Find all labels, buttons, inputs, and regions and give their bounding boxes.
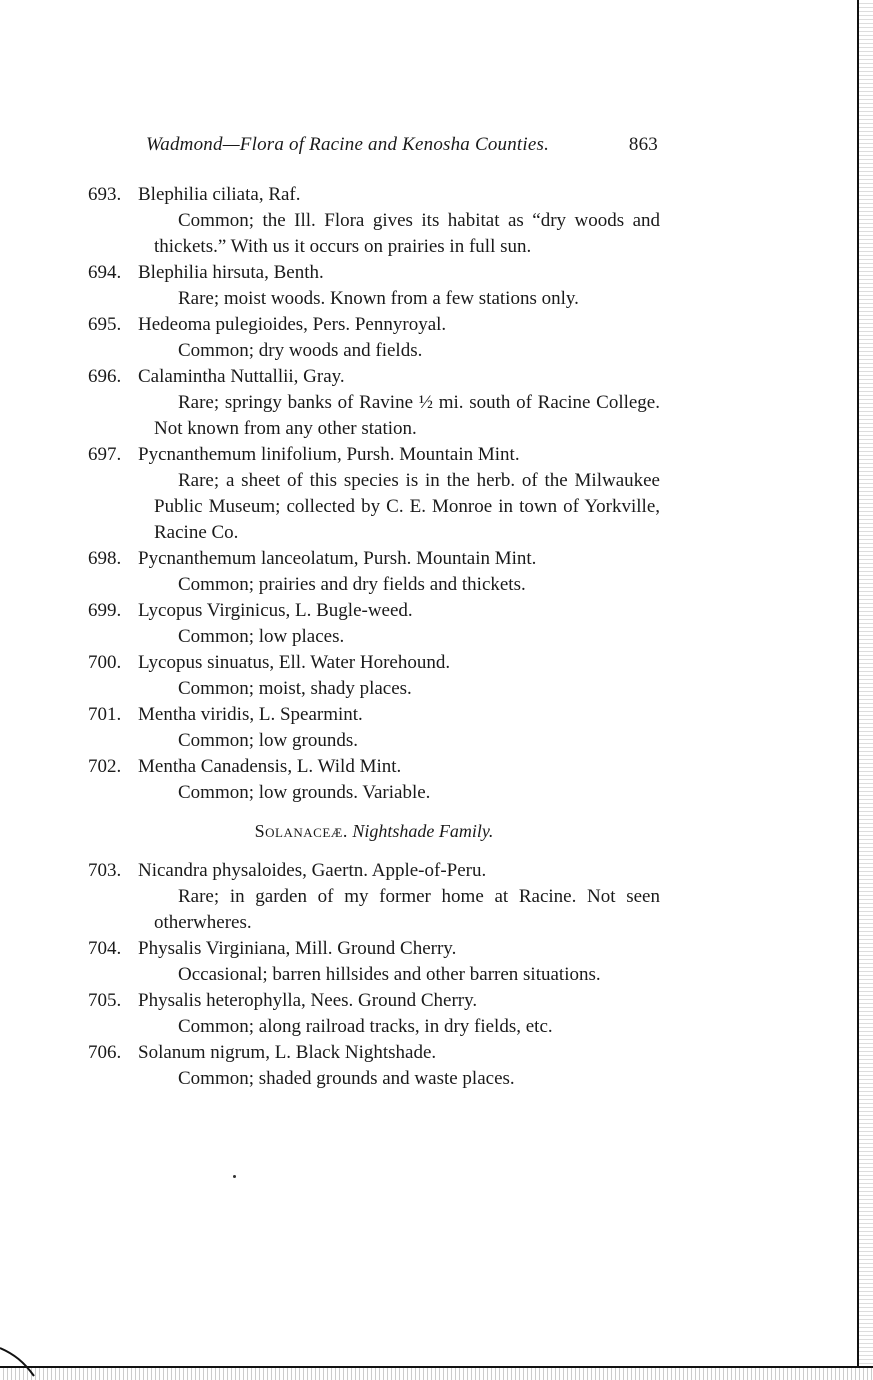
- species-entry: [88, 260, 660, 312]
- species-description: Common; dry woods and fields.: [178, 340, 423, 361]
- species-entry: [88, 598, 660, 650]
- species-entry: [88, 1040, 660, 1092]
- species-heading: [88, 598, 660, 624]
- species-description: Rare; a sheet of this species is in the herb. of the Milwaukee Public Museum; collected by C. E. Monroe in town of Yorkville, Racine Co.: [154, 470, 660, 543]
- page-edge-right: [857, 0, 873, 1380]
- species-heading: [88, 754, 660, 780]
- species-name: Hedeoma pulegioides, Pers. Pennyroyal.: [138, 314, 447, 335]
- species-name: Pycnanthemum lanceolatum, Pursh. Mountain Mint.: [138, 548, 537, 569]
- species-description: Rare; springy banks of Ravine ½ mi. south of Racine College. Not known from any other station.: [154, 392, 660, 439]
- species-heading: [88, 702, 660, 728]
- species-heading: [88, 858, 660, 884]
- species-name: Blephilia hirsuta, Benth.: [138, 262, 324, 283]
- species-number: 701.: [88, 704, 122, 725]
- species-number: 698.: [88, 548, 122, 569]
- species-entry: [88, 364, 660, 442]
- species-number: 695.: [88, 314, 122, 335]
- species-name: Lycopus Virginicus, L. Bugle-weed.: [138, 600, 413, 621]
- species-name: Blephilia ciliata, Raf.: [138, 184, 301, 205]
- page-content: [88, 182, 660, 1092]
- page-number: 863: [628, 134, 658, 155]
- species-heading: [88, 182, 660, 208]
- species-description: Occasional; barren hillsides and other barren situations.: [178, 964, 601, 985]
- species-heading: [88, 936, 660, 962]
- species-description: Common; low grounds. Variable.: [178, 782, 431, 803]
- species-entry: [88, 754, 660, 806]
- species-description: Common; low grounds.: [178, 730, 358, 751]
- species-name: Mentha viridis, L. Spearmint.: [138, 704, 363, 725]
- species-description: Common; prairies and dry fields and thickets.: [178, 574, 526, 595]
- family-common-name: Nightshade Family.: [352, 821, 494, 841]
- species-name: Pycnanthemum linifolium, Pursh. Mountain Mint.: [138, 444, 520, 465]
- species-description: Common; shaded grounds and waste places.: [178, 1068, 515, 1089]
- species-number: 700.: [88, 652, 122, 673]
- species-entry: [88, 858, 660, 936]
- species-entry: [88, 702, 660, 754]
- species-heading: [88, 546, 660, 572]
- species-name: Solanum nigrum, L. Black Nightshade.: [138, 1042, 437, 1063]
- species-description: Rare; moist woods. Known from a few stations only.: [178, 288, 579, 309]
- species-number: 697.: [88, 444, 122, 465]
- species-name: Nicandra physaloides, Gaertn. Apple-of-Peru.: [138, 860, 487, 881]
- species-name: Mentha Canadensis, L. Wild Mint.: [138, 756, 402, 777]
- species-name: Calamintha Nuttallii, Gray.: [138, 366, 345, 387]
- species-entry: [88, 988, 660, 1040]
- species-heading: [88, 260, 660, 286]
- species-entry: [88, 650, 660, 702]
- species-heading: [88, 312, 660, 338]
- species-description: Common; the Ill. Flora gives its habitat as “dry woods and thickets.” With us it occurs on prairies in full sun.: [154, 210, 660, 257]
- species-number: 704.: [88, 938, 122, 959]
- species-name: Physalis heterophylla, Nees. Ground Cherry.: [138, 990, 478, 1011]
- species-heading: [88, 1040, 660, 1066]
- species-number: 705.: [88, 990, 122, 1011]
- species-entry: [88, 546, 660, 598]
- species-name: Physalis Virginiana, Mill. Ground Cherry.: [138, 938, 457, 959]
- species-entry: [88, 312, 660, 364]
- entry-list-solanaceae: [88, 858, 660, 1092]
- running-header: [146, 134, 658, 156]
- species-description: Common; moist, shady places.: [178, 678, 412, 699]
- species-number: 699.: [88, 600, 122, 621]
- species-heading: [88, 988, 660, 1014]
- corner-mark: [0, 1330, 40, 1380]
- species-entry: [88, 182, 660, 260]
- running-title: Wadmond—Flora of Racine and Kenosha Counties.: [146, 134, 550, 155]
- species-description: Common; along railroad tracks, in dry fields, etc.: [178, 1016, 553, 1037]
- species-number: 706.: [88, 1042, 122, 1063]
- page-edge-bottom: [0, 1366, 873, 1380]
- family-latin-name: Solanaceæ.: [254, 821, 348, 841]
- species-heading: [88, 650, 660, 676]
- species-number: 702.: [88, 756, 122, 777]
- species-number: 694.: [88, 262, 122, 283]
- section-heading: [88, 814, 660, 848]
- species-number: 693.: [88, 184, 122, 205]
- species-description: Common; low places.: [178, 626, 345, 647]
- species-description: Rare; in garden of my former home at Racine. Not seen otherwheres.: [154, 886, 660, 933]
- species-entry: [88, 936, 660, 988]
- entry-list-lamiaceae: [88, 182, 660, 806]
- ink-speck: [233, 1175, 236, 1178]
- species-heading: [88, 442, 660, 468]
- species-name: Lycopus sinuatus, Ell. Water Horehound.: [138, 652, 451, 673]
- species-entry: [88, 442, 660, 546]
- species-number: 703.: [88, 860, 122, 881]
- species-number: 696.: [88, 366, 122, 387]
- species-heading: [88, 364, 660, 390]
